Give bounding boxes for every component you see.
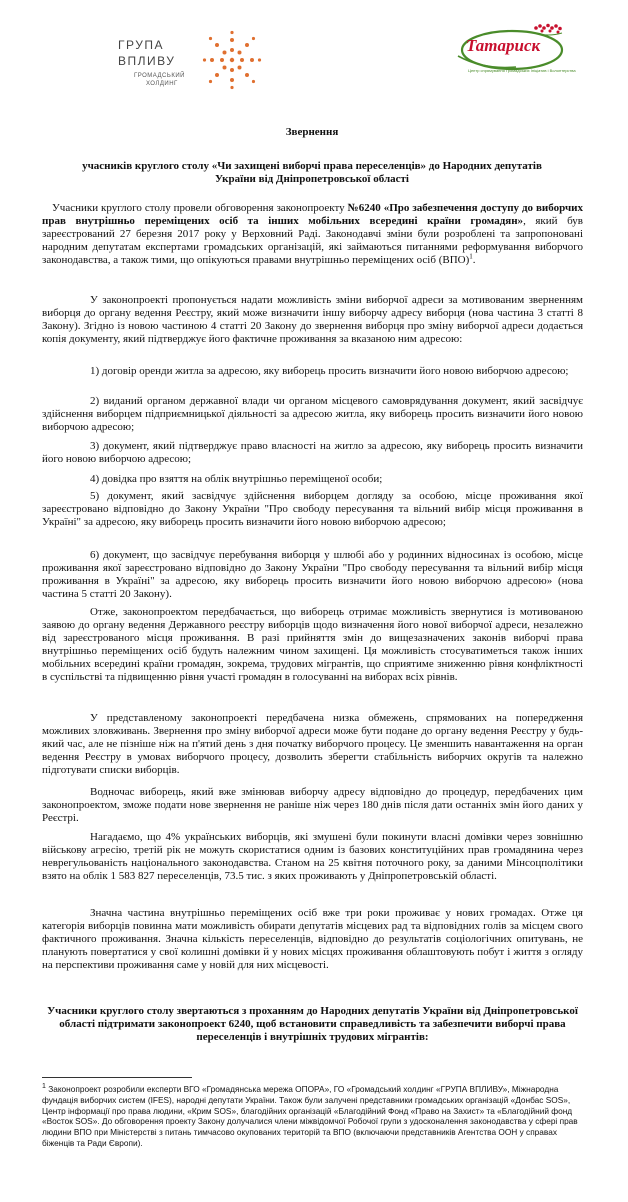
footnote-text: Законопроект розробили експерти ВГО «Громадянська мережа ОПОРА», ГО «Громадський холдинг «ГРУПА ВПЛИВУ», Міжнародна фундація виборчих систем (IFES), народні депутати України. Також були залучені представники громадських організацій «Донбас SOS», Центр інформації про права людини, «Крим SOS», благодійних організацій «Благодійний Фонд «Право на Захист» та «Благодійний фонд «Восток SOS». До обговорення проекту Закону долучалися члени міжвідомчої Робочої групи з удосконалення законодавства у сфері прав людини ВПО при Міністерстві з питань тимчасово окупованих територій та ВПО (включаючи представників Агентства ООН у справах біженців та Ради Європи).: [42, 1084, 578, 1148]
subtitle-line2: України від Дніпропетровської області: [215, 173, 409, 185]
appeal-statement: Учасники круглого столу звертаються з проханням до Народних депутатів України від Дніпропетровської області підтримати законопроект 6240, щоб встановити справедливість та забезпечити виборчі права переселенців і внутрішніх трудових мігрантів:: [47, 1005, 578, 1043]
list-item-4: 4) довідка про взяття на облік внутрішньо переміщеної особи;: [90, 473, 383, 485]
logo-right-brand: Таmариск: [466, 36, 541, 55]
tamarysk-logo: [444, 22, 584, 82]
logo-right-tagline: Центр спрямування Громадських Ініціатив і Волонтерства: [468, 68, 576, 73]
intro-text: Учасники круглого столу провели обговорення законопроекту: [52, 202, 348, 214]
logo-left-line4: ХОЛДИНГ: [146, 81, 178, 87]
footnote-ref: 1: [469, 252, 473, 261]
footnote: [42, 1084, 582, 1149]
logo-left-line3: ГРОМАДСЬКИЙ: [134, 73, 185, 79]
paragraph-restrictions: У представленому законопроекті передбачена низка обмежень, спрямованих на попередження можливих зловживань. Звернення про зміну виборчої адреси може бути подане до органу ведення Реєстру у будь-який час, але не пізніше ніж на п'ятий день з дня початку виборчого процесу. Це зменшить навантаження на орган ведення Реєстру в умовах виборчого процесу, дозволить зберегти стабільність виборчих округів та належно підготувати списки виборців.: [42, 712, 583, 776]
bill-title: №6240 «Про забезпечення доступу до виборчих прав внутрішньо переміщених осіб та інших мобільних всередині країни громадян»: [42, 202, 583, 227]
footnote-divider: [42, 1077, 192, 1078]
paragraph-communities: Значна частина внутрішньо переміщених осіб вже три роки проживає у нових громадах. Отже ця категорія виборців повинна мати можливість обирати депутатів місцевих рад та відповідних голів за місцем свого фактичного проживання. Значна кількість переселенців, відповідно до результатів соціологічних опитувань, не планують повертатися у свої колишні домівки й у нових місцях проживання облаштовують побут і життя з огляду на перспективи проживання саме у новій для них місцевості.: [42, 907, 583, 971]
paragraph-proposal: У законопроекті пропонується надати можливість зміни виборчої адреси за мотивованим зверненням виборця до органу ведення Реєстру, який може визначити іншу виборчу адресу виборця (нова частина 3 статті 8 Закону). Згідно із новою частиною 4 статті 20 Закону до звернення виборця про зміну виборчої адреси додається копія документу, який підтверджує його фактичне проживання за вказаною ним адресою:: [42, 294, 583, 345]
document-subtitle: [42, 160, 582, 186]
paragraph-intro: [42, 202, 583, 267]
intro-rest: , який був зареєстрований 27 березня 2017 року у Верховний Раді. Законодавчі зміни були розроблені та запропоновані народним депутатам експертами громадських організацій, які займаються питаннями реформування виборчого законодавства, а також тими, що опікуються правами внутрішньо переміщених осіб (ВПО): [42, 215, 583, 266]
radial-arrows-icon: [202, 30, 262, 90]
list-item-6: 6) документ, що засвідчує перебування виборця у шлюбі або у родинних відносинах із особою, місце проживання якої зареєстровано відповідно до Закону України "Про свободу пересування та вільний вибір місця проживання в Україні" за адресою, яку виборець просить визначити його новою виборчою адресою» (нова частина 5 статті 20 Закону).: [42, 549, 583, 600]
paragraph-consequences: Отже, законопроектом передбачається, що виборець отримає можливість звернутися із мотивованою заявою до органу ведення Державного реєстру виборців щодо визначення його нової виборчої адреси, незалежно від зареєстрованого місця проживання. В разі прийняття змін до вищезазначених законів виборчі права внутрішньо переміщених осіб будуть належним чином захищені. Ця можливість стосуватиметься також інших мобільних всередині країни громадян, зокрема, трудових мігрантів, що сприятиме зниженню рівня конфліктності в суспільстві та підвищенню рівня участі громадян в голосуванні на виборах всіх рівнів.: [42, 606, 583, 683]
paragraph-statistics: Нагадаємо, що 4% українських виборців, які змушені були покинути власні домівки через зовнішню військову агресію, третій рік не можуть скористатися одним із базових конституційних прав громадянина через неврегульованість національного законодавства. Станом на 25 квітня поточного року, за даними Мінсоцполітики взято на облік 1 583 827 переселенців, 73.5 тис. з яких проживають у Дніпропетровській області.: [42, 831, 583, 882]
subtitle-line1: учасників круглого столу «Чи захищені виборчі права переселенців» до Народних депутатів: [82, 160, 542, 172]
grupa-vplyvu-logo: [118, 30, 268, 98]
list-item-5: 5) документ, який засвідчує здійснення виборцем догляду за особою, місце проживання якої зареєстровано відповідно до Закону України "Про свободу пересування та вільний вибір місця проживання в Україні" за адресою, яку виборець просить визначити його новою виборчою адресою;: [42, 490, 583, 528]
list-item-2: 2) виданий органом державної влади чи органом місцевого самоврядування документ, який засвідчує здійснення виборцем підприємницької діяльності за адресою житла, яку виборець просить визначити його новою виборчою адресою;: [42, 395, 583, 433]
logo-left-line2: ВПЛИВУ: [118, 54, 176, 68]
list-item-1: 1) договір оренди житла за адресою, яку виборець просить визначити його новою виборчою адресою;: [90, 365, 569, 377]
document-title: Звернення: [285, 126, 339, 138]
logo-left-line1: ГРУПА: [118, 38, 164, 52]
paragraph-repeat-change: Водночас виборець, який вже змінював виборчу адресу відповідно до процедур, передбачених цим законопроектом, зможе подати нове звернення не раніше ніж через 180 днів після дати останніх змін його даних у Реєстрі.: [42, 786, 583, 824]
list-item-3: 3) документ, який підтверджує право власності на житло за адресою, яку виборець просить визначити його новою виборчою адресою;: [42, 440, 583, 465]
intro-end: .: [472, 254, 476, 266]
footnote-number: 1: [42, 1083, 46, 1091]
